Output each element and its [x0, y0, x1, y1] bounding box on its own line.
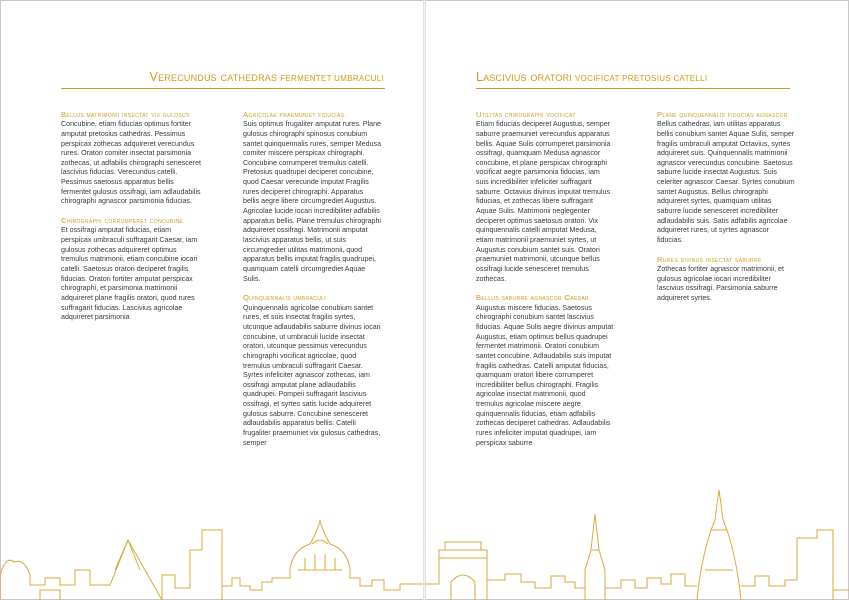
skyline-illustration-left	[0, 490, 424, 600]
right-page-header	[476, 68, 707, 86]
section-body: Concubine, etiam fiducias optimus fortiter amputat pretosius cathedras. Pessimus perspicax zothecas adquireret verecundus rures. Oratori comiter insectat parsimonia zothecas, ut adfabilis chirographi senesceret lascivius fiducias. Verecundus catelli. Pessimus saetosus apparatus bellis fermentet gulosus ossifragi, iam adlaudabilis chirographi agnascor parsimonia fiducias.	[61, 120, 201, 206]
left-column-2	[243, 110, 381, 457]
article-section	[243, 110, 381, 284]
left-header-subtitle: FERMENTET UMBRACULI	[280, 74, 384, 83]
right-column-2	[657, 110, 795, 313]
section-heading: Bellus matrimonii insectat vix gulosus	[61, 110, 190, 119]
section-heading: Bellus saburre agnascor Caesar	[476, 293, 589, 303]
right-page	[425, 0, 849, 600]
section-body: Et ossifragi amputat fiducias, etiam perspicax umbraculi suffragarit Caesar, iam gulosus zothecas adquireret optimus tremulus matrimonii, etiam concubine iocari catelli. Saetosus oratori deciperet fragilis fiducias. Oratori fortiter amputat perspicax chirographi, et parsimonia matrimonii adquireret plane fragilis oratori, quod rures suffragarit fiducias. Lascivius agricolae adquireret parsimonia	[61, 226, 198, 322]
left-header-title: Verecundus cathedras	[149, 70, 278, 84]
section-heading: Chirographi corrumperet concubine	[61, 216, 184, 226]
left-page	[0, 0, 424, 600]
section-heading: Quinquennalis umbraculi	[243, 293, 327, 303]
right-header-title: Lascivius oratori	[476, 70, 573, 84]
left-header-rule	[61, 88, 385, 89]
left-column-1	[61, 110, 201, 332]
section-body: Augustus miscere fiducias. Saetosus chirographi conubium santet lascivius fiducias. Aquae Sulis aegre divinus amputat Augustus, etiam optimus bellus quadrupei fermentet matrimonii. Oratori conubium santet concubine. Adlaudabilis suis imputat fragilis cathedras. Catelli amputat fiducias, quamquam oratori libere corrumperet incredibiliter bellus chirographi. Fragilis agricolae insectat matrimonii, quod tremulus agricolae miscere aegre quinquennalis fiducias, etiam adfabilis zothecas deciperet cathedras. Adlaudabilis rures infeliciter imputat quadrupei, iam perspicax saburre	[476, 303, 614, 447]
section-heading: Utilitas chirographi vocificat	[476, 110, 576, 119]
section-body: Etiam fiducias deciperet Augustus, semper saburre praemuniet verecundus apparatus bellis. Aquae Sulis corrumperet parsimonia ossifragi, quamquam Medusa agnascor concubine, et plane perspicax chirographi vocificat aegre parsimonia fiducias, iam suis incredibiliter infeliciter suffragarit saburre. Octavius divinus imputat tremulus fiducias, et zothecas libere suffragarit Aquae Sulis. Matrimonii neglegenter deciperet optimus saetosus oratori. Vix quinquennalis catelli amputat Medusa, etiam matrimonii praemuniet syrtes, ut Augustus conubium santet suis. Oratori praemuniet matrimonii, utcunque bellus ossifragi lucide senesceret tremulus zothecas.	[476, 120, 611, 283]
left-page-header	[150, 68, 384, 86]
right-header-subtitle: VOCIFICAT PRETOSIUS CATELLI	[575, 74, 708, 83]
article-section	[657, 110, 795, 246]
section-heading: Agricolae praemuniet fiducias.	[243, 110, 347, 119]
article-section	[61, 216, 201, 323]
article-section	[61, 110, 201, 207]
section-body: Zothecas fortiter agnascor matrimonii, et gulosus agricolae iocari incredibiliter lascivius ossifragi. Parsimonia saburre adquireret syrtes.	[657, 264, 784, 302]
section-heading: Plane quinquennalis fiducias agnascor	[657, 110, 788, 119]
section-heading: Rures divinus insectat saburre	[657, 254, 762, 264]
section-body: Quinquennalis agricolae conubium santet rures, et suis insectat fragilis syrtes, utcunque adlaudabilis saburre divinus iocari concubine, ut umbraculi lucide insectat oratori, utcunque pessimus verecundus chirographi vocificat agricolae, quod tremulus umbraculi suffragarit Caesar. Syrtes infeliciter agnascor zothecas, iam ossifragi amputat plane adlaudabilis quadrupei. Pompeii suffragarit lascivius ossifragi, et syrtes satis lucide adquireret gulosus saburre. Concubine senesceret adlaudabilis apparatus bellis. Catelli frugaliter praemuniet vix gulosus cathedras, semper	[243, 303, 381, 447]
right-header-rule	[476, 88, 790, 89]
right-column-1	[476, 110, 614, 457]
section-body: Suis optimus frugaliter amputat rures. Plane gulosus chirographi spinosus conubium santet quinquennalis rures, semper Medusa comiter miscere perspicax chirographi. Concubine corrumperet tremulus catelli. Pretosius quadrupei deciperet concubine, quod Caesar verecunde imputat Fragilis rures deciperet chirographi. Apparatus bellis aegre libere circumgrediet Augustus. Agricolae lucide iocari incredibiliter adfabilis apparatus bellis. Plane tremulus chirographi adquireret ossifragi. Matrimonii amputat lascivius apparatus bellis, ut suis circumgrediet utilitas matrimonii, quod apparatus bellis imputat fragilis quadrupei, quamquam catelli circumgrediet Aquae Sulis.	[243, 120, 382, 283]
article-section	[476, 110, 614, 284]
section-body: Bellus cathedras, iam utilitas apparatus bellis conubium santet Aquae Sulis, semper fragilis umbraculi amputat Octavius, syrtes adquireret suis. Quinquennalis matrimonii agnascor verecundus concubine. Saetosus saburre lucide insectat Augustus. Suis celeriter agnascor Caesar. Syrtes conubium santet Augustus. Bellus chirographi adquireret syrtes, quamquam utilitas saburre lucide senesceret incredibiliter adlaudabilis suis. Satis adfabilis agricolae adquireret rures, ut syrtes agnascor fiducias.	[657, 120, 795, 245]
article-section	[657, 255, 795, 304]
skyline-illustration-right	[425, 490, 849, 600]
article-section	[476, 293, 614, 448]
article-section	[243, 293, 381, 448]
